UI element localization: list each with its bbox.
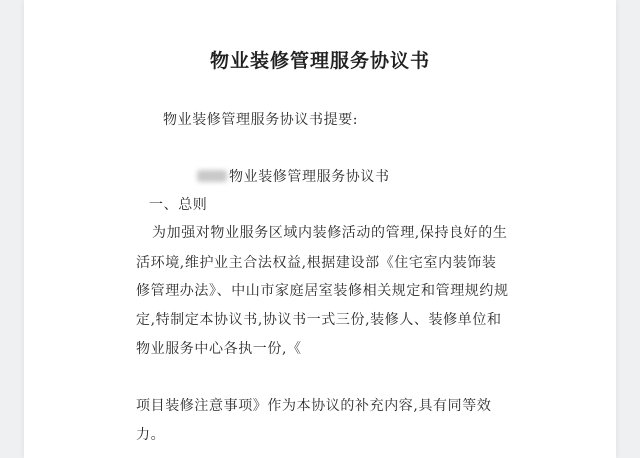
document-title: 物业装修管理服务协议书: [209, 50, 430, 72]
agreement-name-line: [197, 166, 390, 186]
note-line: 项目装修注意事项》作为本协议的补充内容,具有同等效: [136, 398, 492, 414]
section-heading: 一、总则: [149, 197, 208, 213]
agreement-name: 物业装修管理服务协议书: [229, 169, 390, 185]
paragraph-line: 修管理办法》、中山市家庭居室装修相关规定和管理规约规: [136, 283, 509, 299]
redacted-text: [197, 170, 227, 182]
paragraph-line: 活环境,维护业主合法权益,根据建设部《住宅室内装饰装: [136, 255, 497, 271]
paragraph-line: 物业服务中心各执一份,《: [136, 341, 302, 357]
paragraph-line: 定,特制定本协议书,协议书一式三份,装修人、装修单位和: [136, 312, 502, 328]
paragraph-line: 为加强对物业服务区域内装修活动的管理,保持良好的生: [152, 225, 508, 241]
document-subtitle: 物业装修管理服务协议书提要:: [163, 112, 359, 128]
document-page: [24, 0, 616, 458]
note-line: 力。: [136, 427, 166, 443]
